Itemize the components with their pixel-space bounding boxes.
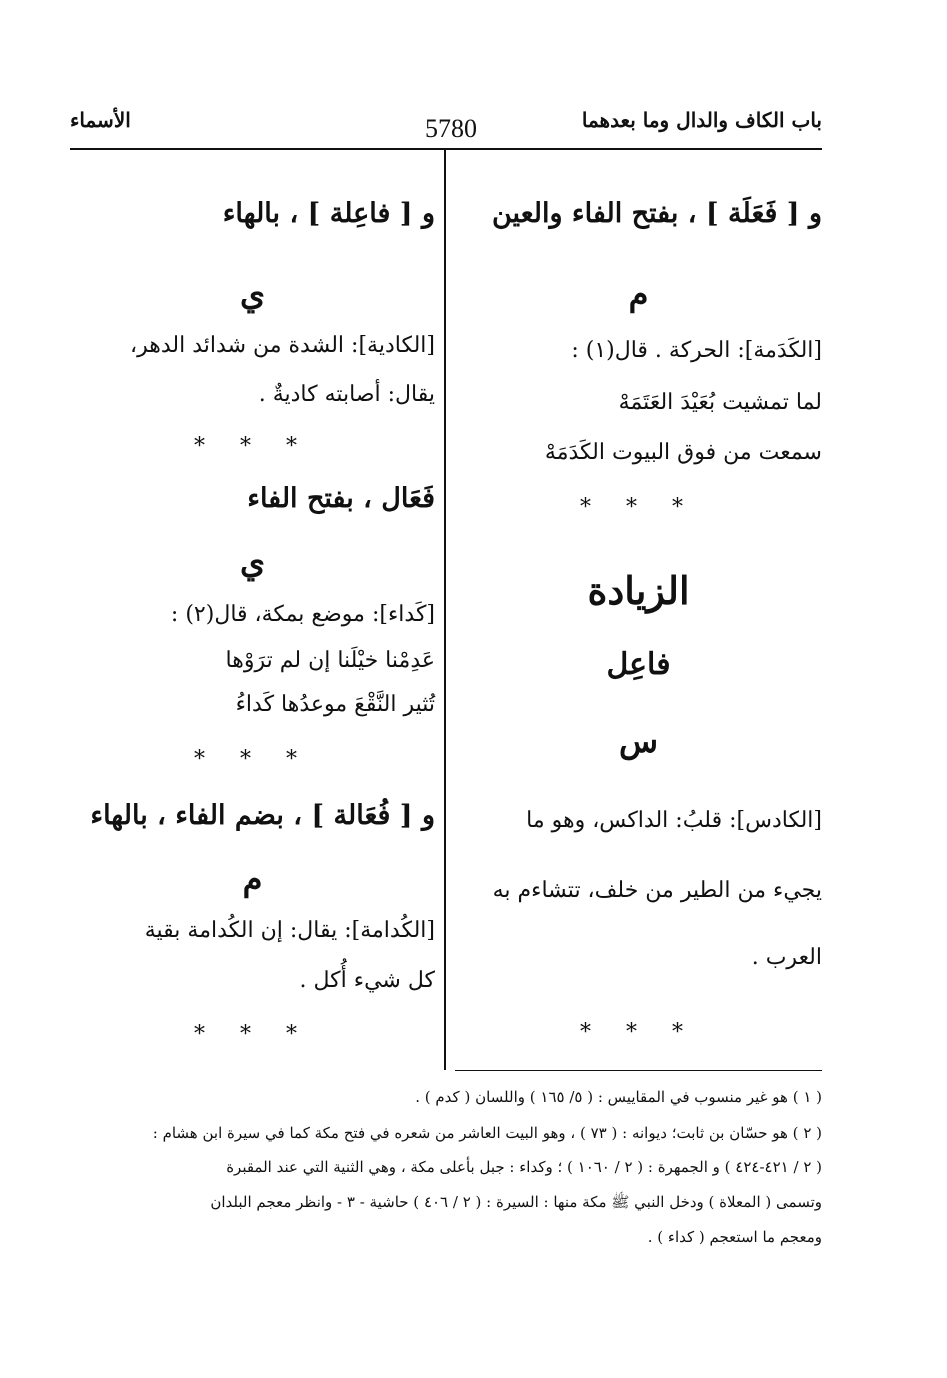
heading-faila: و [ فاعِلة ] ، بالهاء <box>222 198 435 229</box>
verse-line-2: تُثير النَّقْعَ موعدُها كَداءُ <box>235 692 435 717</box>
section-title-ziyada: الزيادة <box>587 568 690 613</box>
section-running-title: الأسماء <box>70 108 131 132</box>
footnote-2-line-4: ومعجم ما استعجم ( كداء ) . <box>647 1228 822 1246</box>
heading-faal: فَعَال ، بفتح الفاء <box>247 483 435 514</box>
entry-kudama-line-2: كل شيء أُكل . <box>299 968 435 993</box>
letter-mim: م <box>628 275 649 313</box>
footnote-2-line-1: ( ٢ ) هو حسّان بن ثابت؛ ديوانه : ( ٧٣ ) ، وهو البيت العاشر من شعره في فتح مكة كما في سيرة ابن هشام : <box>152 1124 822 1142</box>
chapter-title: باب الكاف والدال وما بعدهما <box>581 108 822 132</box>
separator-stars: * * * <box>580 1020 697 1045</box>
separator-stars: * * * <box>194 1022 311 1047</box>
verse-line-1: عَدِمْنا خيْلَنا إن لم ترَوْها <box>225 648 435 673</box>
heading-fuaala: و [ فُعَالة ] ، بضم الفاء ، بالهاء <box>90 800 435 831</box>
letter-sin: س <box>618 722 659 760</box>
letter-mim: م <box>242 860 263 898</box>
separator-stars: * * * <box>194 434 311 459</box>
pattern-faail: فاعِل <box>606 647 671 682</box>
separator-stars: * * * <box>194 747 311 772</box>
footnote-2-line-2: ( ٢ / ٤٢١-٤٢٤ ) و الجمهرة : ( ٢ / ١٠٦٠ ) ؛ وكداء : جبل بأعلى مكة ، وهي الثنية التي عند المقبرة <box>226 1158 822 1176</box>
entry-kadis-line-3: العرب . <box>751 945 822 970</box>
header-rule <box>70 148 822 150</box>
heading-faala: و [ فَعَلَة ] ، بفتح الفاء والعين <box>492 198 822 229</box>
letter-ya: ي <box>239 275 266 313</box>
separator-stars: * * * <box>580 495 697 520</box>
footnote-1: ( ١ ) هو غير منسوب في المقاييس : ( ٥/ ١٦٥ ) واللسان ( كدم ) . <box>415 1088 822 1106</box>
entry-kadiya-line-2: يقال: أصابته كاديةٌ . <box>258 382 435 407</box>
entry-kadis-line-1: [الكادس]: قلبُ: الداكس، وهو ما <box>526 808 822 833</box>
entry-kadis-line-2: يجيء من الطير من خلف، تتشاءم به <box>492 878 822 903</box>
column-divider <box>444 150 446 1070</box>
letter-ya: ي <box>239 543 266 581</box>
verse-line-2: سمعت من فوق البيوت الكَدَمَهْ <box>544 440 822 465</box>
page-number: 5780 <box>425 114 477 143</box>
entry-kadama: [الكَدَمة]: الحركة . قال(١) : <box>571 338 822 363</box>
entry-kada: [كَداء]: موضع بمكة، قال(٢) : <box>170 602 435 627</box>
verse-line-1: لما تمشيت بُعَيْدَ العَتَمَهْ <box>618 390 822 415</box>
footnote-2-line-3: وتسمى ( المعلاة ) ودخل النبي ﷺ مكة منها : السيرة : ( ٢ / ٤٠٦ ) حاشية - ٣ - وانظر معجم البلدان <box>210 1193 822 1211</box>
footnote-rule <box>455 1070 822 1071</box>
entry-kudama-line-1: [الكُدامة]: يقال: إن الكُدامة بقية <box>144 918 435 943</box>
entry-kadiya-line-1: [الكادية]: الشدة من شدائد الدهر، <box>130 333 435 358</box>
